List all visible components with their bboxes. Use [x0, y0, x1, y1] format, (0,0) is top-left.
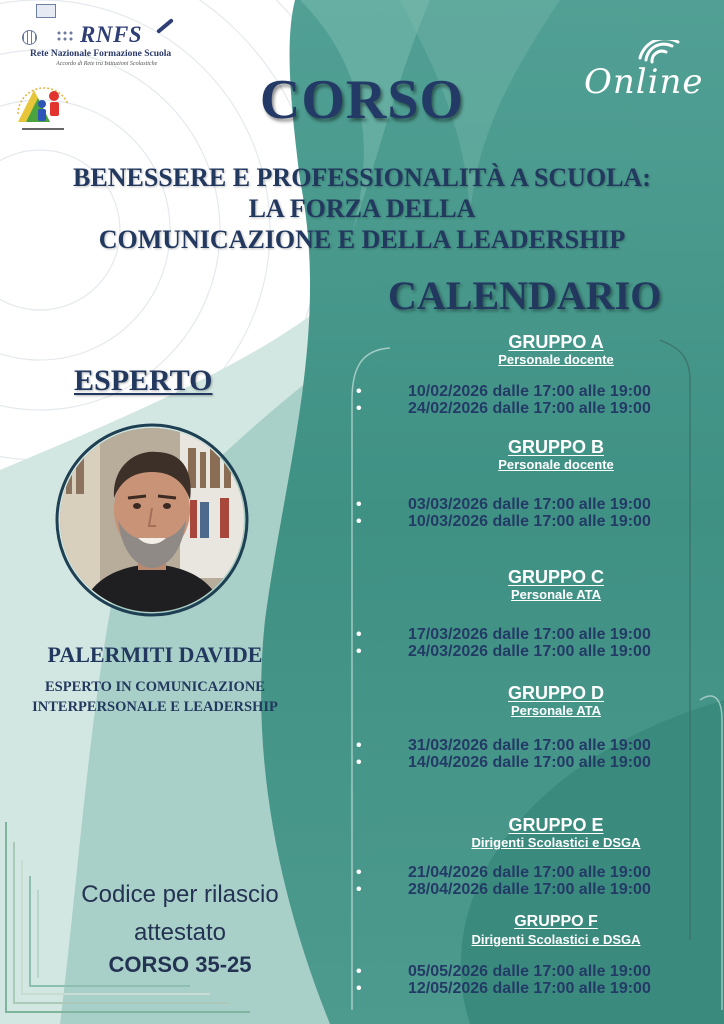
group-f-header: [356, 912, 724, 948]
group-c-dates: [356, 626, 724, 660]
pen-icon: [156, 18, 174, 34]
group-e-dates: [356, 864, 724, 898]
group-audience: Personale docente: [498, 457, 614, 472]
rnfs-logo-tagline: Accordo di Rete tra Istituzioni Scolastiche: [56, 61, 158, 67]
list-item: • 24/03/2026 dalle 17:00 alle 19:00: [356, 643, 724, 660]
expert-name: PALERMITI DAVIDE: [47, 642, 263, 667]
group-title: GRUPPO E: [508, 815, 604, 835]
people-grid-icon: [56, 30, 74, 42]
certificate-label: [52, 876, 308, 952]
rnfs-logo: [22, 4, 192, 67]
list-item: • 28/04/2026 dalle 17:00 alle 19:00: [356, 881, 724, 898]
online-label: Online: [584, 62, 704, 102]
group-title: GRUPPO A: [508, 332, 604, 352]
group-audience: Dirigenti Scolastici e DSGA: [471, 932, 641, 947]
subtitle-line-1: BENESSERE E PROFESSIONALITÀ A SCUOLA:: [73, 163, 651, 192]
list-item: • 03/03/2026 dalle 17:00 alle 19:00: [356, 496, 724, 513]
expert-heading: ESPERTO: [74, 364, 213, 397]
certificate-label-line-1: Codice per rilascio: [81, 881, 279, 908]
expert-role-line-2: INTERPERSONALE E LEADERSHIP: [32, 699, 278, 715]
rnfs-logo-subtitle: Rete Nazionale Formazione Scuola: [30, 49, 172, 59]
group-audience: Personale ATA: [510, 703, 602, 718]
expert-photo: [60, 428, 244, 612]
list-item: • 05/05/2026 dalle 17:00 alle 19:00: [356, 963, 724, 980]
monitor-icon: [36, 4, 56, 18]
group-title: GRUPPO C: [507, 567, 604, 587]
expert-role-line-1: ESPERTO IN COMUNICAZIONE: [45, 679, 265, 695]
group-title: GRUPPO F: [514, 913, 598, 930]
group-f-dates: [356, 963, 724, 997]
course-subtitle: [0, 162, 724, 255]
calendar-heading: CALENDARIO: [388, 273, 662, 318]
list-item: • 14/04/2026 dalle 17:00 alle 19:00: [356, 754, 724, 771]
group-b-dates: [356, 496, 724, 530]
subtitle-line-3: COMUNICAZIONE E DELLA LEADERSHIP: [98, 225, 626, 254]
group-audience: Personale docente: [498, 352, 614, 367]
globe-icon: [22, 30, 37, 45]
list-item: • 12/05/2026 dalle 17:00 alle 19:00: [356, 980, 724, 997]
group-a-dates: [356, 383, 724, 417]
group-audience: Personale ATA: [510, 587, 602, 602]
group-audience: Dirigenti Scolastici e DSGA: [471, 835, 641, 850]
group-d-header: [356, 683, 724, 719]
list-item: • 31/03/2026 dalle 17:00 alle 19:00: [356, 737, 724, 754]
group-title: GRUPPO B: [507, 437, 604, 457]
subtitle-line-2: LA FORZA DELLA: [248, 194, 476, 223]
group-a-header: [356, 332, 724, 368]
expert-role: [0, 677, 310, 717]
certificate-label-line-2: attestato: [133, 919, 227, 946]
list-item: • 10/03/2026 dalle 17:00 alle 19:00: [356, 513, 724, 530]
list-item: • 17/03/2026 dalle 17:00 alle 19:00: [356, 626, 724, 643]
group-c-header: [356, 567, 724, 603]
expert-portrait: [60, 428, 244, 612]
group-e-header: [356, 815, 724, 851]
group-d-dates: [356, 737, 724, 771]
page-title: CORSO: [259, 69, 465, 131]
list-item: • 10/02/2026 dalle 17:00 alle 19:00: [356, 383, 724, 400]
group-b-header: [356, 437, 724, 473]
group-title: GRUPPO D: [507, 683, 604, 703]
certificate-code: CORSO 35-25: [108, 952, 252, 977]
list-item: • 24/02/2026 dalle 17:00 alle 19:00: [356, 400, 724, 417]
list-item: • 21/04/2026 dalle 17:00 alle 19:00: [356, 864, 724, 881]
rnfs-logo-title: RNFS: [80, 22, 143, 47]
